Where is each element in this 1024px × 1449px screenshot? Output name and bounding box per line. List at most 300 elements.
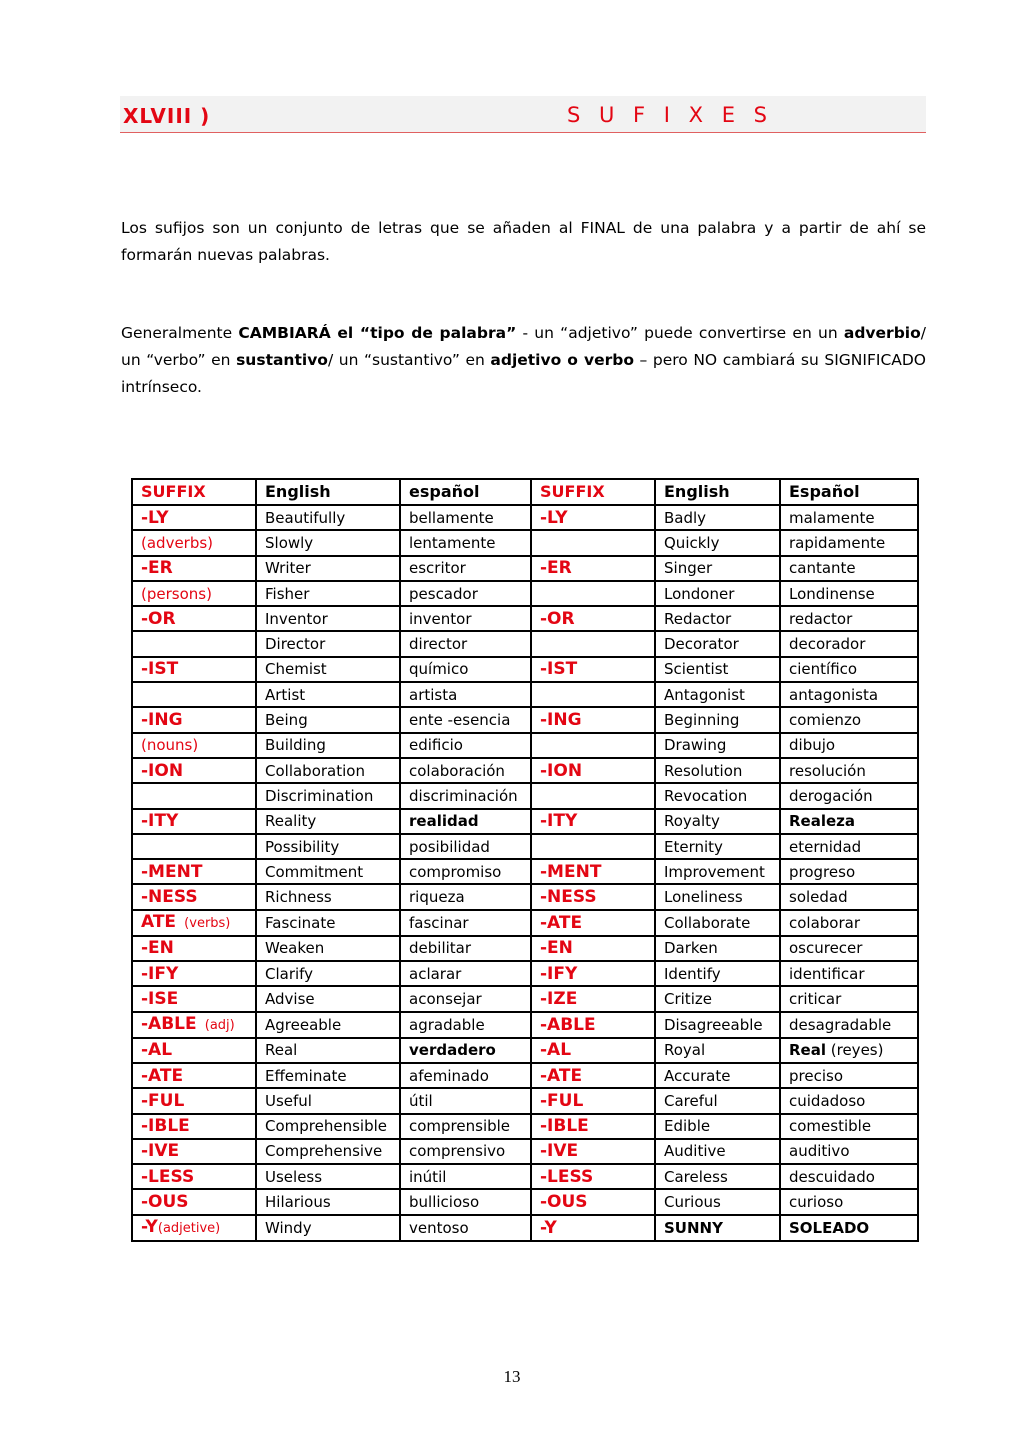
cell-suffix	[132, 809, 256, 834]
cell-text: Being	[265, 711, 308, 730]
cell-suffix	[132, 1164, 256, 1189]
suffix-label: -IVE	[141, 1141, 180, 1162]
cell-suffix-2	[531, 986, 655, 1011]
suffix-label: -LY	[540, 507, 568, 528]
cell-english	[256, 936, 400, 961]
cell-text: compromiso	[409, 862, 502, 881]
cell-espanol	[400, 986, 531, 1011]
cell-english-2	[655, 1038, 780, 1063]
cell-text: Beginning	[664, 711, 740, 730]
cell-text: Resolution	[664, 761, 743, 780]
section-header	[120, 96, 926, 133]
cell-text: Royal	[664, 1041, 706, 1060]
cell-text: oscurecer	[789, 939, 863, 958]
cell-espanol-2	[780, 809, 918, 834]
cell-suffix	[132, 834, 256, 859]
cell-english	[256, 1063, 400, 1088]
suffix-label: -ION	[141, 760, 184, 781]
cell-espanol	[400, 505, 531, 530]
header-english-2: English	[655, 479, 780, 505]
cell-text: curioso	[789, 1193, 844, 1212]
cell-text: Careless	[664, 1167, 728, 1186]
suffix-label: -IZE	[540, 988, 578, 1009]
cell-text: Useless	[265, 1167, 323, 1186]
table-row	[132, 758, 918, 783]
cell-english-2	[655, 581, 780, 606]
cell-english	[256, 758, 400, 783]
cell-text: decorador	[789, 635, 866, 654]
cell-text: químico	[409, 660, 469, 679]
suffix-label: -MENT	[141, 861, 203, 882]
cell-espanol	[400, 1063, 531, 1088]
suffix-label: -ITY	[141, 811, 179, 832]
suffix-label: -FUL	[141, 1090, 185, 1111]
cell-espanol-2	[780, 834, 918, 859]
cell-english	[256, 1164, 400, 1189]
table-row	[132, 936, 918, 961]
cell-english	[256, 530, 400, 555]
cell-espanol-2	[780, 556, 918, 581]
cell-espanol	[400, 556, 531, 581]
cell-text: Advise	[265, 989, 315, 1008]
cell-suffix-2	[531, 758, 655, 783]
cell-espanol	[400, 631, 531, 656]
table-row	[132, 682, 918, 707]
cell-text: Eternity	[664, 837, 723, 856]
cell-text: Hilarious	[265, 1193, 331, 1212]
cell-text: Quickly	[664, 533, 720, 552]
cell-text: Chemist	[265, 660, 327, 679]
suffix-label: -IFY	[141, 963, 179, 984]
cell-text: Possibility	[265, 837, 340, 856]
cell-text: Fisher	[265, 584, 310, 603]
cell-espanol-2	[780, 936, 918, 961]
cell-suffix	[132, 707, 256, 732]
cell-suffix-2	[531, 910, 655, 936]
cell-espanol	[400, 859, 531, 884]
table-row	[132, 1088, 918, 1113]
table-row	[132, 910, 918, 936]
cell-suffix	[132, 631, 256, 656]
cell-suffix-2	[531, 884, 655, 909]
cell-text: Agreeable	[265, 1015, 342, 1034]
cell-english-2	[655, 884, 780, 909]
suffix-label: -ATE	[141, 1065, 184, 1086]
cell-espanol	[400, 657, 531, 682]
cell-espanol-2	[780, 505, 918, 530]
cell-text: director	[409, 635, 468, 654]
cell-english-2	[655, 657, 780, 682]
suffix-label: -ATE	[540, 1065, 583, 1086]
cell-text: comienzo	[789, 711, 861, 730]
cell-text: descuidado	[789, 1167, 875, 1186]
cell-espanol	[400, 581, 531, 606]
cell-text: inventor	[409, 609, 472, 628]
cell-espanol-2	[780, 1088, 918, 1113]
cell-text: pescador	[409, 584, 478, 603]
cell-english	[256, 733, 400, 758]
cell-text: Singer	[664, 559, 713, 578]
suffix-label: -LY	[141, 507, 169, 528]
suffix-label: -OUS	[540, 1192, 588, 1213]
cell-espanol	[400, 1189, 531, 1214]
cell-espanol	[400, 809, 531, 834]
suffix-label: -EN	[540, 938, 573, 959]
cell-text: Inventor	[265, 609, 328, 628]
cell-english	[256, 910, 400, 936]
table-row	[132, 505, 918, 530]
cell-espanol-2	[780, 733, 918, 758]
cell-espanol-2	[780, 986, 918, 1011]
cell-english-2	[655, 606, 780, 631]
cell-text: Careful	[664, 1091, 718, 1110]
header-suffix-2: SUFFIX	[531, 479, 655, 505]
cell-english	[256, 1038, 400, 1063]
cell-english	[256, 631, 400, 656]
cell-espanol-2	[780, 1114, 918, 1139]
cell-text: inútil	[409, 1167, 447, 1186]
cell-suffix-2	[531, 1038, 655, 1063]
table-row	[132, 809, 918, 834]
intro-paragraph: Los sufijos son un conjunto de letras que se añaden al FINAL de una palabra y a partir de ahí se formarán nuevas palabras.	[121, 219, 926, 264]
cell-espanol-2	[780, 657, 918, 682]
suffix-label: -Y	[540, 1217, 557, 1238]
cell-text: Critize	[664, 989, 712, 1008]
text-run: / un “verbo” en	[121, 324, 926, 369]
cell-english	[256, 783, 400, 808]
table-row	[132, 1012, 918, 1038]
table-row	[132, 733, 918, 758]
cell-text: bellamente	[409, 508, 494, 527]
cell-suffix-2	[531, 834, 655, 859]
cell-english	[256, 1139, 400, 1164]
table-row	[132, 1038, 918, 1063]
cell-text: comprensivo	[409, 1142, 506, 1161]
cell-english-2	[655, 910, 780, 936]
table-row	[132, 707, 918, 732]
cell-text: Scientist	[664, 660, 729, 679]
cell-suffix	[132, 859, 256, 884]
cell-espanol-2	[780, 631, 918, 656]
cell-text: Redactor	[664, 609, 732, 628]
cell-suffix: (nouns)	[132, 733, 256, 758]
suffix-label: -NESS	[141, 887, 198, 908]
header-espanol: español	[400, 479, 531, 505]
cell-english-2	[655, 834, 780, 859]
cell-text: bullicioso	[409, 1193, 480, 1212]
cell-text: escritor	[409, 559, 466, 578]
cell-text: Badly	[664, 508, 707, 527]
cell-text: realidad	[409, 812, 479, 831]
cell-espanol-2	[780, 1189, 918, 1214]
cell-english-2	[655, 530, 780, 555]
cell-text: Real	[789, 1041, 826, 1060]
cell-suffix-2	[531, 682, 655, 707]
cell-espanol-2	[780, 707, 918, 732]
cell-espanol-2	[780, 758, 918, 783]
cell-suffix-2	[531, 859, 655, 884]
cell-suffix	[132, 1189, 256, 1214]
table-row	[132, 1063, 918, 1088]
suffix-note: (adj)	[200, 1017, 235, 1033]
cell-text: criticar	[789, 989, 842, 1008]
cell-text: dibujo	[789, 736, 836, 755]
cell-english-2	[655, 1063, 780, 1088]
cell-english	[256, 1088, 400, 1113]
cell-text: Fascinate	[265, 913, 336, 932]
table-row	[132, 783, 918, 808]
suffix-label: -ING	[141, 710, 183, 731]
cell-text: cantante	[789, 559, 856, 578]
table-row	[132, 606, 918, 631]
cell-espanol	[400, 936, 531, 961]
cell-text: antagonista	[789, 685, 879, 704]
cell-english-2	[655, 1189, 780, 1214]
suffix-label: ATE	[141, 911, 177, 932]
cell-espanol-2	[780, 961, 918, 986]
cell-espanol	[400, 1164, 531, 1189]
cell-text: desagradable	[789, 1015, 892, 1034]
cell-text: Comprehensive	[265, 1142, 383, 1161]
suffix-label: -IBLE	[540, 1116, 589, 1137]
cell-english	[256, 1114, 400, 1139]
cell-english	[256, 505, 400, 530]
cell-text: aconsejar	[409, 989, 482, 1008]
cell-espanol	[400, 910, 531, 936]
text-run: Generalmente	[121, 324, 239, 342]
cell-text: Building	[265, 736, 326, 755]
cell-text: eternidad	[789, 837, 862, 856]
cell-text: Director	[265, 635, 326, 654]
cell-english	[256, 1012, 400, 1038]
table-row	[132, 657, 918, 682]
cell-espanol-2	[780, 859, 918, 884]
cell-text: Darken	[664, 939, 718, 958]
cell-english	[256, 1189, 400, 1214]
cell-espanol	[400, 834, 531, 859]
table-row	[132, 1215, 918, 1241]
cell-text: verdadero	[409, 1041, 496, 1060]
cell-text: Realeza	[789, 812, 856, 831]
cell-suffix	[132, 1063, 256, 1088]
cell-text: científico	[789, 660, 858, 679]
bold-run: CAMBIARÁ el “tipo de palabra”	[238, 324, 517, 342]
table-row	[132, 1139, 918, 1164]
cell-suffix-2	[531, 1189, 655, 1214]
cell-text: Royalty	[664, 812, 720, 831]
bold-run: adverbio	[843, 324, 921, 342]
table-row	[132, 1114, 918, 1139]
cell-english-2	[655, 1088, 780, 1113]
cell-text: SOLEADO	[789, 1218, 870, 1237]
cell-espanol-2	[780, 530, 918, 555]
cell-suffix	[132, 1038, 256, 1063]
cell-text: colaboración	[409, 761, 505, 780]
cell-text: Writer	[265, 559, 311, 578]
cell-suffix-2	[531, 1088, 655, 1113]
cell-suffix-2	[531, 733, 655, 758]
cell-english	[256, 657, 400, 682]
cell-text: afeminado	[409, 1066, 489, 1085]
cell-suffix-2	[531, 505, 655, 530]
cell-english-2	[655, 859, 780, 884]
cell-suffix	[132, 1114, 256, 1139]
cell-espanol	[400, 884, 531, 909]
cell-suffix-2	[531, 556, 655, 581]
suffix-label: -OR	[540, 608, 575, 629]
cell-espanol	[400, 783, 531, 808]
cell-espanol-2	[780, 1012, 918, 1038]
cell-text: identificar	[789, 964, 865, 983]
cell-espanol-2	[780, 1063, 918, 1088]
suffix-label: -ATE	[540, 912, 583, 933]
cell-text: Londoner	[664, 584, 735, 603]
cell-espanol	[400, 1088, 531, 1113]
cell-espanol-2	[780, 1164, 918, 1189]
cell-text: edificio	[409, 736, 463, 755]
suffix-label: -MENT	[540, 861, 602, 882]
cell-text: malamente	[789, 508, 875, 527]
cell-suffix	[132, 1088, 256, 1113]
suffix-label: -OUS	[141, 1192, 189, 1213]
cell-suffix	[132, 986, 256, 1011]
cell-english-2	[655, 936, 780, 961]
cell-espanol	[400, 606, 531, 631]
suffix-label: -ABLE	[540, 1014, 596, 1035]
cell-text: Decorator	[664, 635, 739, 654]
cell-espanol	[400, 1114, 531, 1139]
table-row	[132, 530, 918, 555]
cell-text: auditivo	[789, 1142, 850, 1161]
cell-suffix-2	[531, 631, 655, 656]
cell-suffix-2	[531, 606, 655, 631]
cell-espanol	[400, 758, 531, 783]
cell-text: aclarar	[409, 964, 462, 983]
cell-text: Artist	[265, 685, 306, 704]
cell-text: Clarify	[265, 964, 314, 983]
table-row	[132, 556, 918, 581]
cell-text: progreso	[789, 862, 856, 881]
header-suffix: SUFFIX	[132, 479, 256, 505]
cell-text: Effeminate	[265, 1066, 347, 1085]
suffix-label: -AL	[141, 1040, 173, 1061]
cell-text: Slowly	[265, 533, 314, 552]
text-run: - un “adjetivo” puede convertirse en un	[516, 324, 844, 342]
cell-suffix	[132, 910, 256, 936]
cell-english-2	[655, 1215, 780, 1241]
table-row	[132, 581, 918, 606]
cell-suffix	[132, 884, 256, 909]
suffix-label: -IBLE	[141, 1116, 190, 1137]
cell-espanol	[400, 1139, 531, 1164]
suffix-table	[131, 478, 919, 1242]
suffix-label: -ER	[141, 558, 173, 579]
cell-text: cuidadoso	[789, 1091, 866, 1110]
cell-text: SUNNY	[664, 1218, 723, 1237]
cell-suffix	[132, 758, 256, 783]
suffix-label: -IST	[141, 659, 179, 680]
cell-text: útil	[409, 1091, 433, 1110]
cell-english-2	[655, 809, 780, 834]
table-row	[132, 961, 918, 986]
cell-extra: (reyes)	[826, 1041, 884, 1060]
cell-text: comprensible	[409, 1117, 511, 1136]
table-header-row	[132, 479, 918, 505]
cell-text: ventoso	[409, 1218, 469, 1237]
cell-text: lentamente	[409, 533, 496, 552]
cell-text: Windy	[265, 1218, 312, 1237]
bold-run: adjetivo o verbo	[490, 351, 634, 369]
cell-english-2	[655, 1012, 780, 1038]
cell-english-2	[655, 986, 780, 1011]
cell-english-2	[655, 505, 780, 530]
cell-suffix	[132, 505, 256, 530]
cell-text: Revocation	[664, 786, 748, 805]
cell-espanol	[400, 1215, 531, 1241]
cell-suffix-2	[531, 1114, 655, 1139]
suffix-label: -AL	[540, 1040, 572, 1061]
cell-suffix	[132, 556, 256, 581]
text-run: – pero NO cambiará su SIGNIFICADO intrínseco.	[121, 351, 926, 396]
cell-english	[256, 1215, 400, 1241]
cell-text: Curious	[664, 1193, 721, 1212]
suffix-label: -IFY	[540, 963, 578, 984]
cell-suffix-2	[531, 657, 655, 682]
text-run: / un “sustantivo” en	[327, 351, 491, 369]
cell-suffix	[132, 1215, 256, 1241]
explanation-paragraph	[121, 320, 926, 401]
cell-english-2	[655, 783, 780, 808]
suffix-note: (verbs)	[180, 915, 231, 931]
cell-espanol	[400, 961, 531, 986]
cell-text: debilitar	[409, 939, 472, 958]
cell-suffix	[132, 936, 256, 961]
cell-text: Drawing	[664, 736, 727, 755]
cell-suffix	[132, 783, 256, 808]
cell-espanol-2	[780, 682, 918, 707]
suffix-label: -ER	[540, 558, 572, 579]
cell-text: Disagreeable	[664, 1015, 763, 1034]
table-row	[132, 986, 918, 1011]
cell-suffix	[132, 606, 256, 631]
cell-english	[256, 859, 400, 884]
cell-english	[256, 707, 400, 732]
suffix-label: -IST	[540, 659, 578, 680]
cell-text: discriminación	[409, 786, 518, 805]
cell-suffix-2	[531, 809, 655, 834]
cell-text: Auditive	[664, 1142, 726, 1161]
table-row	[132, 834, 918, 859]
cell-suffix	[132, 1012, 256, 1038]
cell-text: Real	[265, 1041, 298, 1060]
cell-english-2	[655, 733, 780, 758]
suffix-label: -Y	[141, 1216, 158, 1237]
cell-text: Beautifully	[265, 508, 346, 527]
cell-text: Comprehensible	[265, 1117, 387, 1136]
cell-suffix-2	[531, 936, 655, 961]
suffix-label: -EN	[141, 938, 174, 959]
cell-suffix-2	[531, 1012, 655, 1038]
cell-english	[256, 809, 400, 834]
cell-text: Useful	[265, 1091, 312, 1110]
cell-text: Edible	[664, 1117, 711, 1136]
cell-english-2	[655, 1139, 780, 1164]
cell-text: Richness	[265, 888, 332, 907]
cell-suffix-2	[531, 1063, 655, 1088]
cell-suffix-2	[531, 1215, 655, 1241]
page-number: 13	[503, 1367, 521, 1386]
cell-espanol-2	[780, 1038, 918, 1063]
